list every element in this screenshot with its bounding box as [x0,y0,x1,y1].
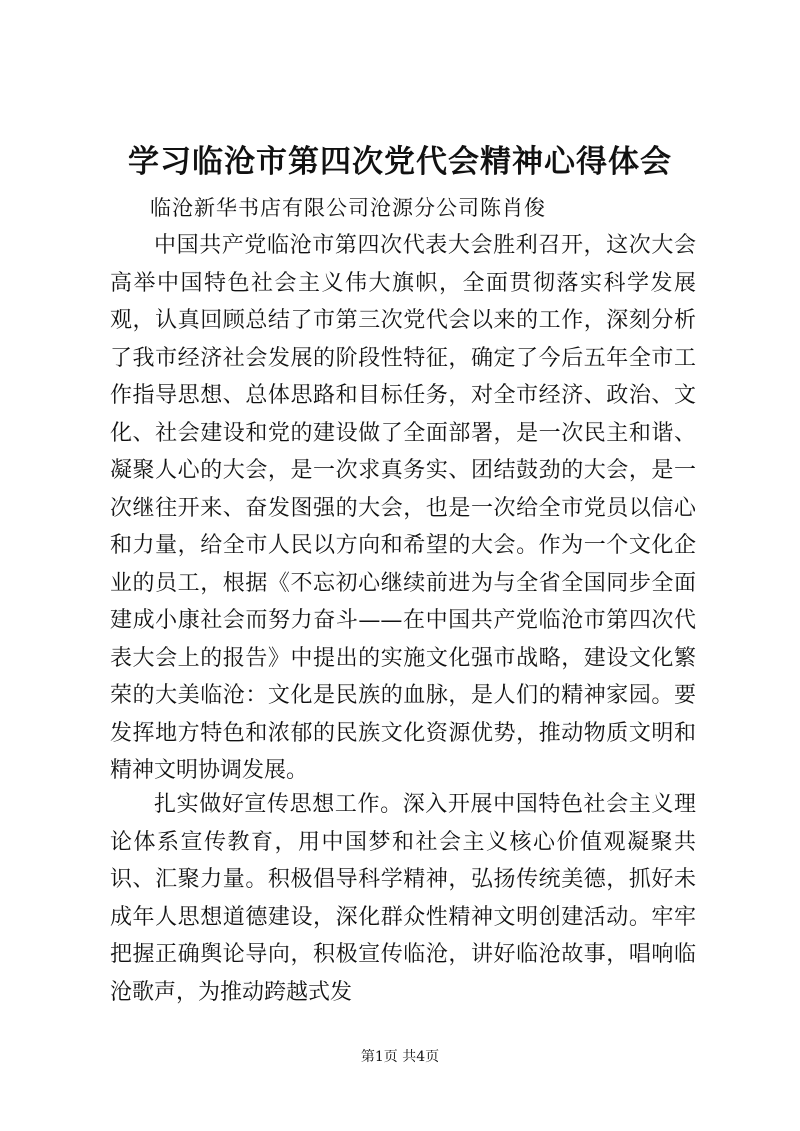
body-paragraph-1: 中国共产党临沧市第四次代表大会胜利召开，这次大会高举中国特色社会主义伟大旗帜，全面贯彻落实科学发展观，认真回顾总结了市第三次党代会以来的工作，深刻分析了我市经济社会发展的阶段性特征，确定了今后五年全市工作指导思想、总体思路和目标任务，对全市经济、政治、文化、社会建设和党的建设做了全面部署，是一次民主和谐、凝聚人心的大会，是一次求真务实、团结鼓劲的大会，是一次继往开来、奋发图强的大会，也是一次给全市党员以信心和力量，给全市人民以方向和希望的大会。作为一个文化企业的员工，根据《不忘初心继续前进为与全省全国同步全面建成小康社会而努力奋斗——在中国共产党临沧市第四次代表大会上的报告》中提出的实施文化强市战略，建设文化繁荣的大美临沧：文化是民族的血脉，是人们的精神家园。要发挥地方特色和浓郁的民族文化资源优势，推动物质文明和精神文明协调发展。 [110,233,696,783]
body-paragraph-2: 扎实做好宣传思想工作。深入开展中国特色社会主义理论体系宣传教育，用中国梦和社会主义核心价值观凝聚共识、汇聚力量。积极倡导科学精神，弘扬传统美德，抓好未成年人思想道德建设，深化群众性精神文明创建活动。牢牢把握正确舆论导向，积极宣传临沧，讲好临沧故事，唱响临沧歌声，为推动跨越式发 [110,792,696,1005]
document-title: 学习临沧市第四次党代会精神心得体会 [128,144,672,180]
author-line: 临沧新华书店有限公司沧源分公司陈肖俊 [150,196,546,220]
page-footer: 第1页 共4页 [360,1049,440,1065]
